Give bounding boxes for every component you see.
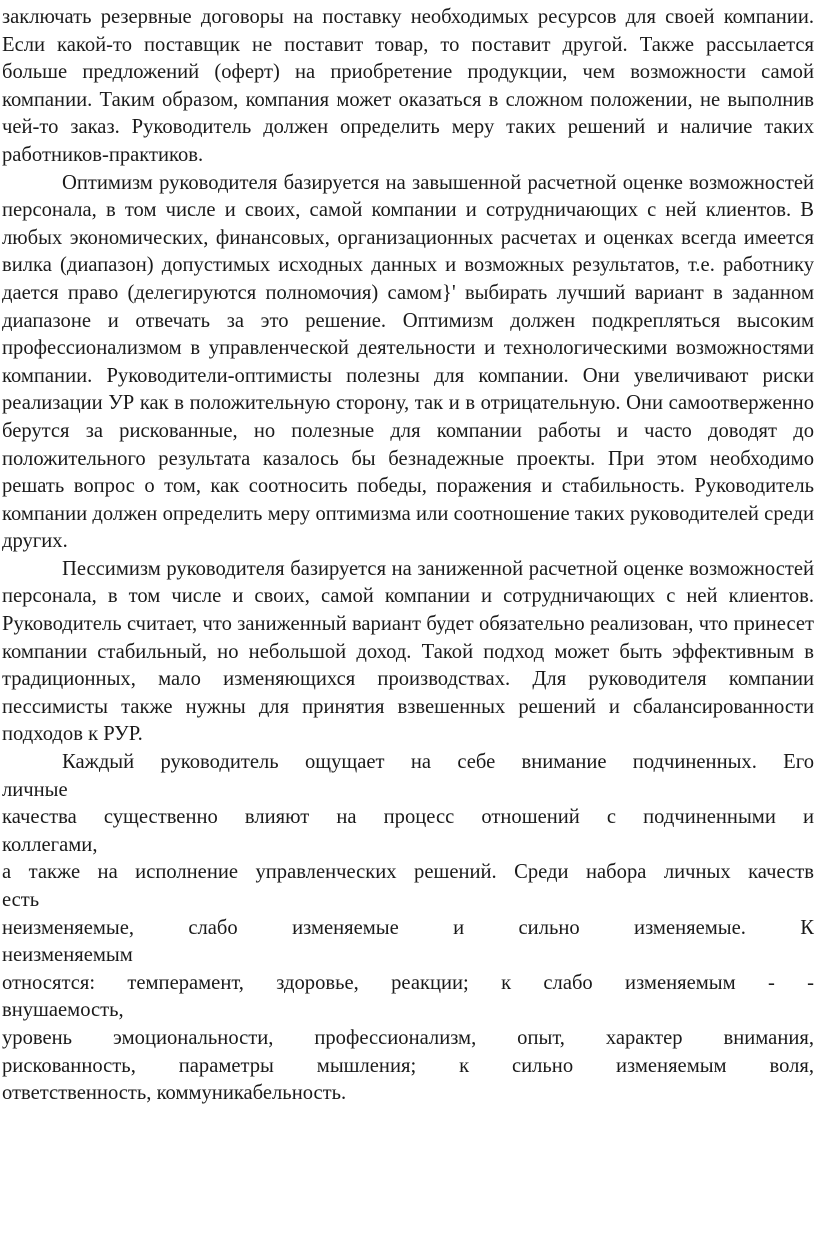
paragraph-continuation: заключать резервные договоры на поставку необходимых ресурсов для своей компании. Если какой-то поставщик не поставит товар, то поставит другой. Также рассылается больше предложений (оферт) на приобретение продукции, чем возможности самой компании. Таким образом, компания может оказаться в сложном положении, не выполнив чей-то заказ. Руководитель должен определить меру таких решений и наличие таких работников-практиков. — [2, 6, 814, 166]
text-line: а также на исполнение управленческих решений. Среди набора личных качеств — [2, 861, 814, 884]
paragraph-optimism: Оптимизм руководителя базируется на завышенной расчетной оценке возможностей персонала, в том числе и своих, самой компании и сотрудничающих с ней клиентов. В любых экономических, финансовых, организационных расчетах и оценках всегда имеется вилка (диапазон) допустимых исходных данных и возможных результатов, т.е. работнику дается право (делегируются полномочия) самом}' выбирать лучший вариант в заданном диапазоне и отвечать за это решение. Оптимизм должен подкрепляться высоким профессионализмом в управленческой деятельности и технологическими возможностями компании. Руководители-оптимисты полезны для компании. Они увеличивают риски реализации УР как в положительную сторону, так и в отрицательную. Они самоотверженно берутся за рискованные, но полезные для компании работы и часто доводят до положительного результата казалось бы безнадежные проекты. При этом необходимо решать вопрос о том, как соотносить победы, поражения и стабильность. Руководитель компании должен определить меру оптимизма или соотношение таких руководителей среди других. — [2, 171, 814, 553]
paragraph-pessimism: Пессимизм руководителя базируется на заниженной расчетной оценке возможностей персонала, в том числе и своих, самой компании и сотрудничающих с ней клиентов. Руководитель считает, что заниженный вариант будет обязательно реализован, что принесет компании стабильный, но небольшой доход. Такой подход может быть эффективным в традиционных, мало изменяющихся производствах. Для руководителя компании пессимисты также нужны для принятия взвешенных решений и сбалансированности подходов к РУР. — [2, 557, 814, 746]
text-line: ответственность, коммуникабельность. — [2, 1082, 347, 1105]
text-line: неизменяемым — [2, 944, 133, 967]
text-line: внушаемость, — [2, 999, 124, 1022]
paragraph-personal-qualities — [2, 749, 814, 1108]
text-line: относятся: темперамент, здоровье, реакции; к слабо изменяемым - - — [2, 971, 814, 994]
text-line: Каждый руководитель ощущает на себе внимание подчиненных. Его — [62, 751, 814, 774]
text-line: личные — [2, 778, 68, 801]
text-line: есть — [2, 889, 40, 911]
text-line: рискованность, параметры мышления; к сильно изменяемым воля, — [2, 1054, 814, 1077]
text-line: качества существенно влияют на процесс отношений с подчиненными и — [2, 806, 814, 829]
text-line: коллегами, — [2, 833, 98, 856]
text-line: уровень эмоциональности, профессионализм, опыт, характер внимания, — [2, 1026, 814, 1049]
text-line: неизменяемые, слабо изменяемые и сильно изменяемые. К — [2, 916, 814, 939]
